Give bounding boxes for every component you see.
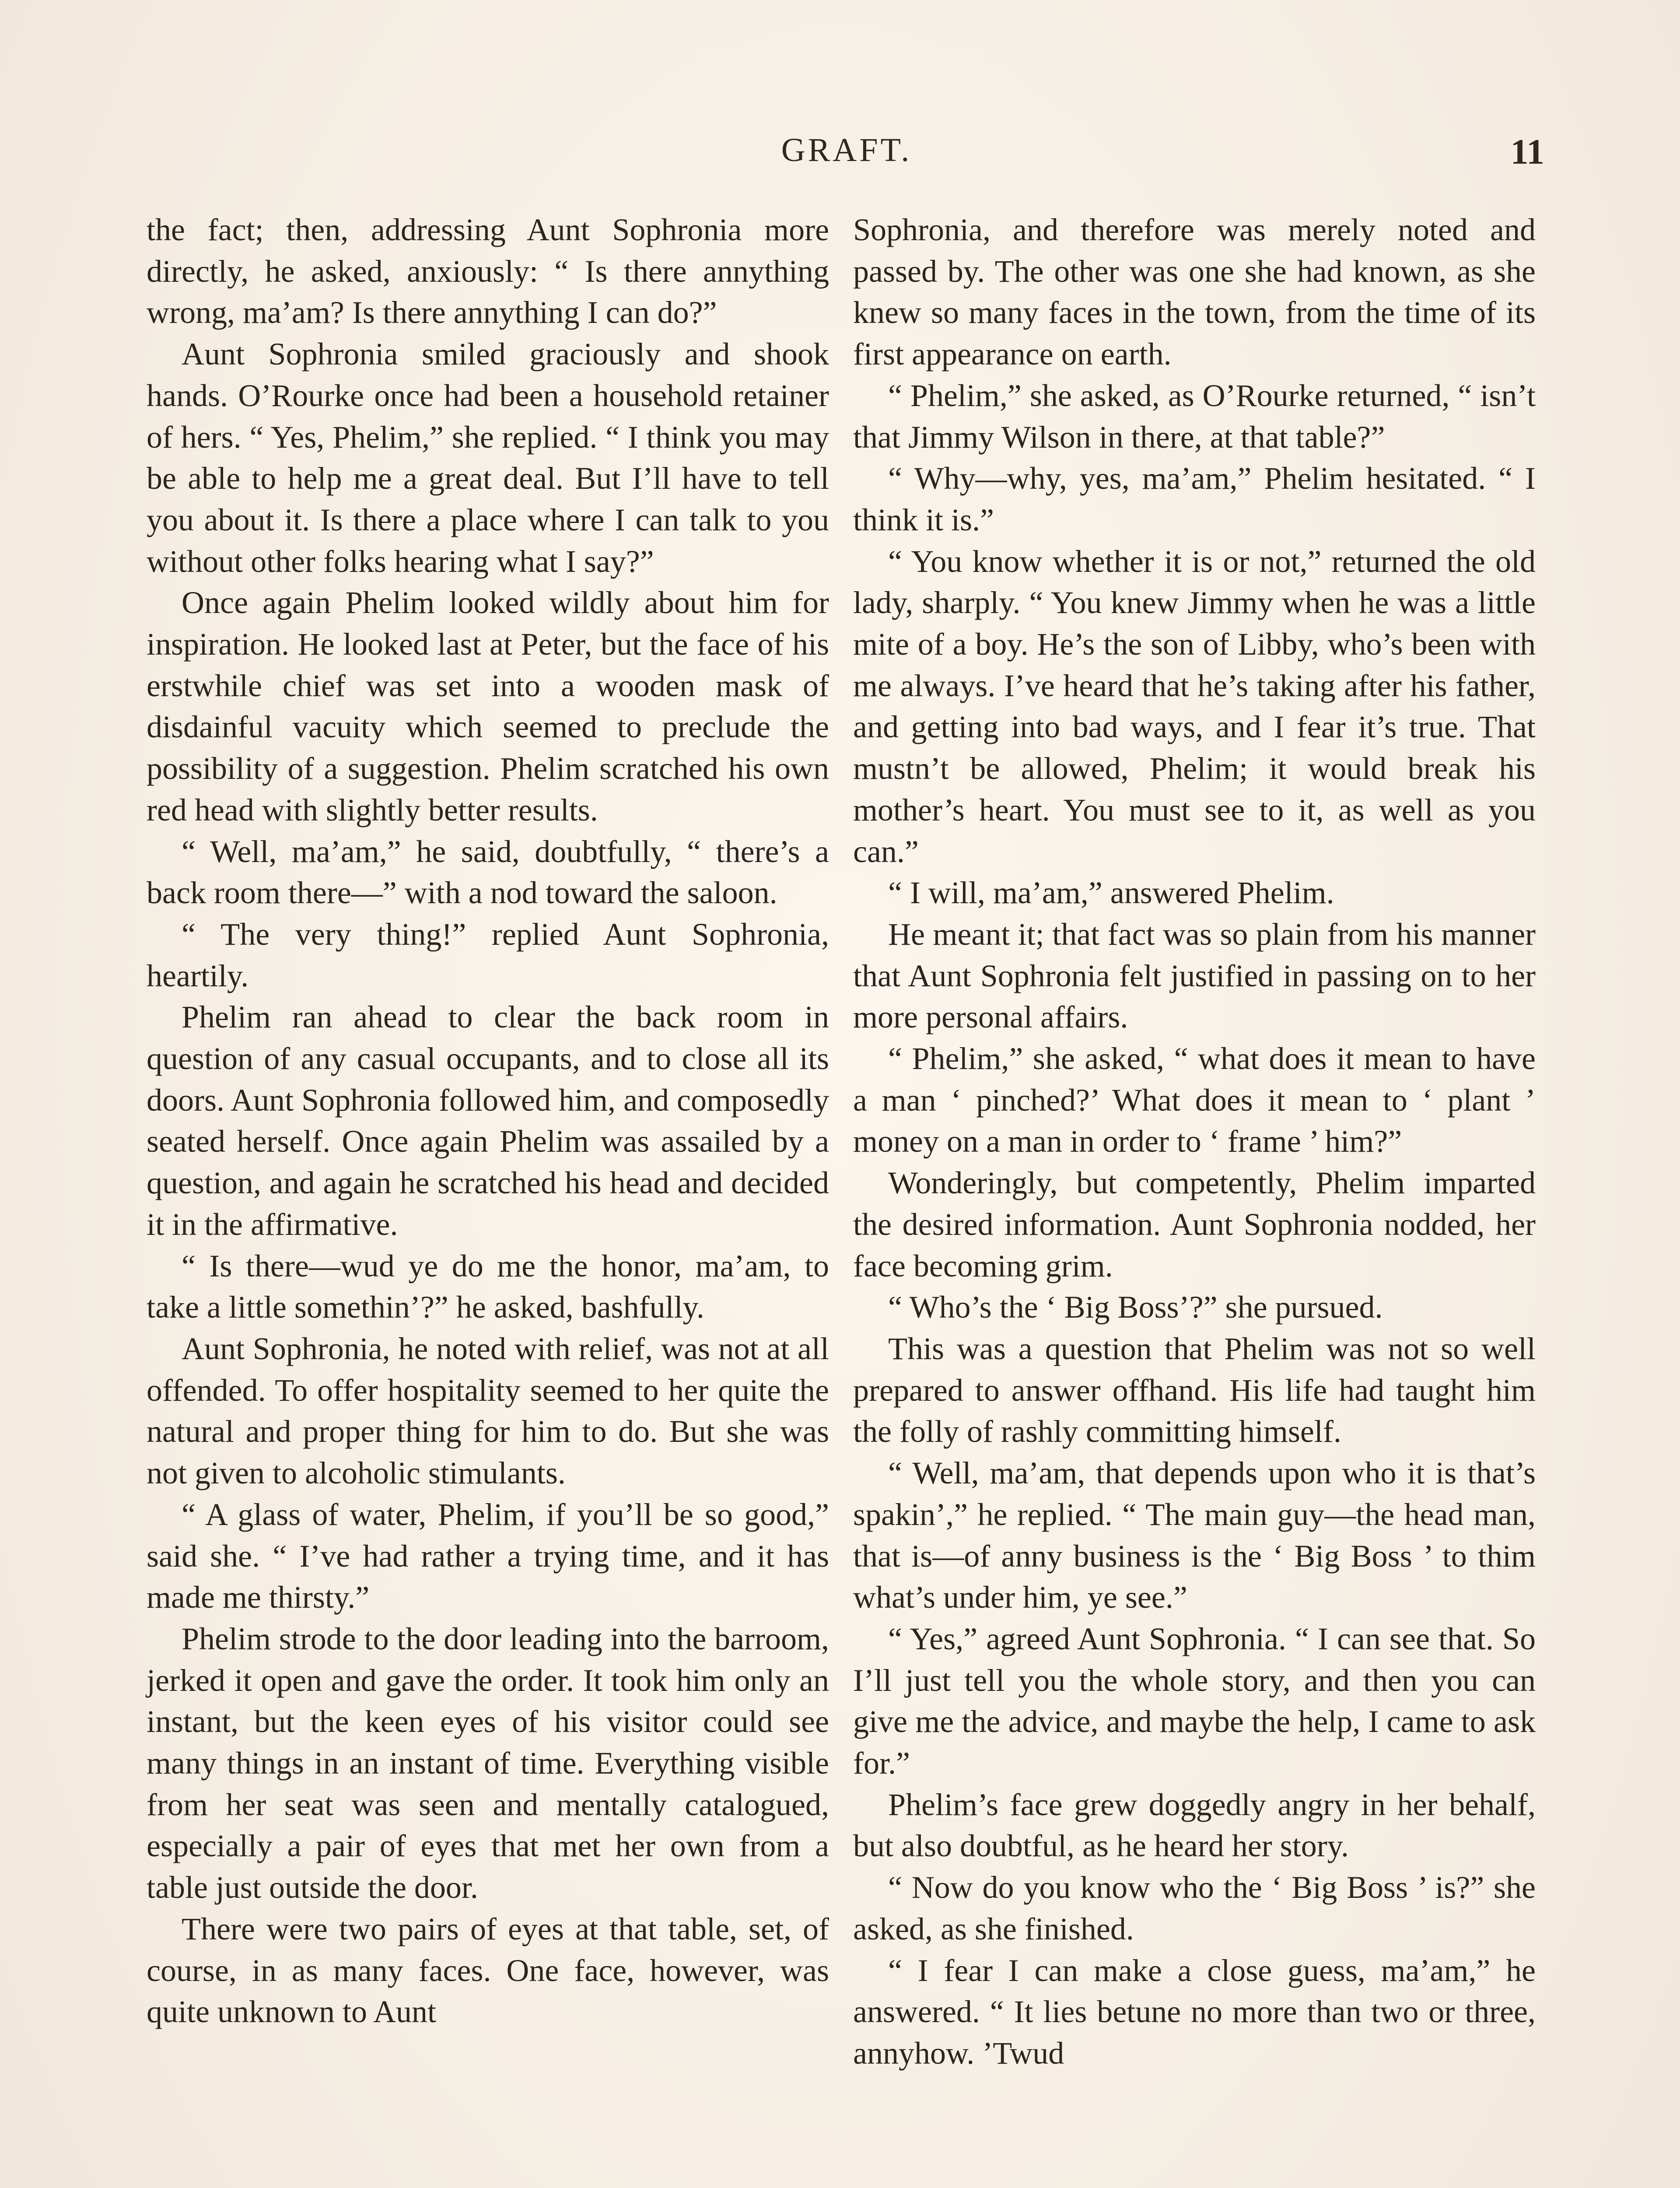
paragraph: “ Well, ma’am,” he said, doubtfully, “ there’s a back room there—” with a nod toward the saloon. (147, 834, 829, 911)
paragraph: Wonderingly, but competently, Phelim imparted the desired information. Aunt Sophronia nodded, her face becoming grim. (853, 1165, 1536, 1283)
paragraph: the fact; then, addressing Aunt Sophronia more directly, he asked, anxiously: “ Is there annything wrong, ma’am? Is there annything I can do?” (147, 212, 829, 330)
paragraph: “ Now do you know who the ‘ Big Boss ’ is?” she asked, as she finished. (853, 1870, 1536, 1946)
running-title: GRAFT. (781, 132, 912, 168)
paragraph: “ Phelim,” she asked, as O’Rourke returned, “ isn’t that Jimmy Wilson in there, at that table?” (853, 378, 1536, 455)
paragraph: “ I will, ma’am,” answered Phelim. (888, 875, 1334, 911)
page-number: 11 (1510, 132, 1544, 172)
paragraph: Phelim ran ahead to clear the back room in question of any casual occupants, and to close all its doors. Aunt Sophronia followed him, and composedly seated herself. Once again Phelim was assailed by a question, and again he scratched his head and decided it in the affirmative. (147, 999, 829, 1242)
paragraph: This was a question that Phelim was not so well prepared to answer offhand. His life had taught him the folly of rashly committing himself. (853, 1331, 1536, 1449)
paragraph: “ Is there—wud ye do me the honor, ma’am, to take a little somethin’?” he asked, bashfully. (147, 1248, 829, 1325)
paragraph: “ The very thing!” replied Aunt Sophronia, heartily. (147, 916, 829, 993)
paragraph: Aunt Sophronia, he noted with relief, was not at all offended. To offer hospitality seemed to her quite the natural and proper thing for him to do. But she was not given to alcoholic stimulants. (147, 1331, 829, 1491)
paragraph: “ Phelim,” she asked, “ what does it mean to have a man ‘ pinched?’ What does it mean to ‘ plant ’ money on a man in order to ‘ frame ’ him?” (853, 1041, 1536, 1159)
paragraph: He meant it; that fact was so plain from his manner that Aunt Sophronia felt justified in passing on to her more personal affairs. (853, 916, 1536, 1035)
paragraph: Aunt Sophronia smiled graciously and shook hands. O’Rourke once had been a household retainer of hers. “ Yes, Phelim,” she replied. “ I think you may be able to help me a great deal. But I’ll have to tell you about it. Is there a place where I can talk to you without other folks hearing what I say?” (147, 337, 829, 579)
paragraph: “ You know whether it is or not,” returned the old lady, sharply. “ You knew Jimmy when he was a little mite of a boy. He’s the son of Libby, who’s been with me always. I’ve heard that he’s taking after his father, and getting into bad ways, and I fear it’s true. That mustn’t be allowed, Phelim; it would break his mother’s heart. You must see to it, as well as you can.” (853, 543, 1536, 869)
paragraph: Phelim’s face grew doggedly angry in her behalf, but also doubtful, as he heard her story. (853, 1787, 1536, 1864)
right-column (853, 209, 1536, 2074)
running-head (149, 131, 1544, 179)
left-column (147, 209, 829, 2033)
paragraph: “ Yes,” agreed Aunt Sophronia. “ I can see that. So I’ll just tell you the whole story, and then you can give me the advice, and maybe the help, I came to ask for.” (853, 1621, 1536, 1781)
paragraph: Once again Phelim looked wildly about him for inspiration. He looked last at Peter, but the face of his erstwhile chief was set into a wooden mask of disdainful vacuity which seemed to preclude the possibility of a suggestion. Phelim scratched his own red head with slightly better results. (147, 585, 829, 828)
paragraph: There were two pairs of eyes at that table, set, of course, in as many faces. One face, however, was quite unknown to Aunt (147, 1911, 829, 2030)
paragraph: “ A glass of water, Phelim, if you’ll be so good,” said she. “ I’ve had rather a trying time, and it has made me thirsty.” (147, 1497, 829, 1615)
paragraph: “ Who’s the ‘ Big Boss’?” she pursued. (888, 1290, 1383, 1325)
paragraph: Phelim strode to the door leading into the barroom, jerked it open and gave the order. It took him only an instant, but the keen eyes of his visitor could see many things in an instant of time. Everything visible from her seat was seen and mentally catalogued, especially a pair of eyes that met her own from a table just outside the door. (147, 1621, 829, 1905)
paragraph: “ Why—why, yes, ma’am,” Phelim hesitated. “ I think it is.” (853, 461, 1536, 537)
paragraph: “ Well, ma’am, that depends upon who it is that’s spakin’,” he replied. “ The main guy—the head man, that is—of anny business is the ‘ Big Boss ’ to thim what’s under him, ye see.” (853, 1455, 1536, 1615)
paragraph: “ I fear I can make a close guess, ma’am,” he answered. “ It lies betune no more than two or three, annyhow. ’Twud (853, 1953, 1536, 2071)
paragraph: Sophronia, and therefore was merely noted and passed by. The other was one she had known, as she knew so many faces in the town, from the time of its first appearance on earth. (853, 212, 1536, 372)
